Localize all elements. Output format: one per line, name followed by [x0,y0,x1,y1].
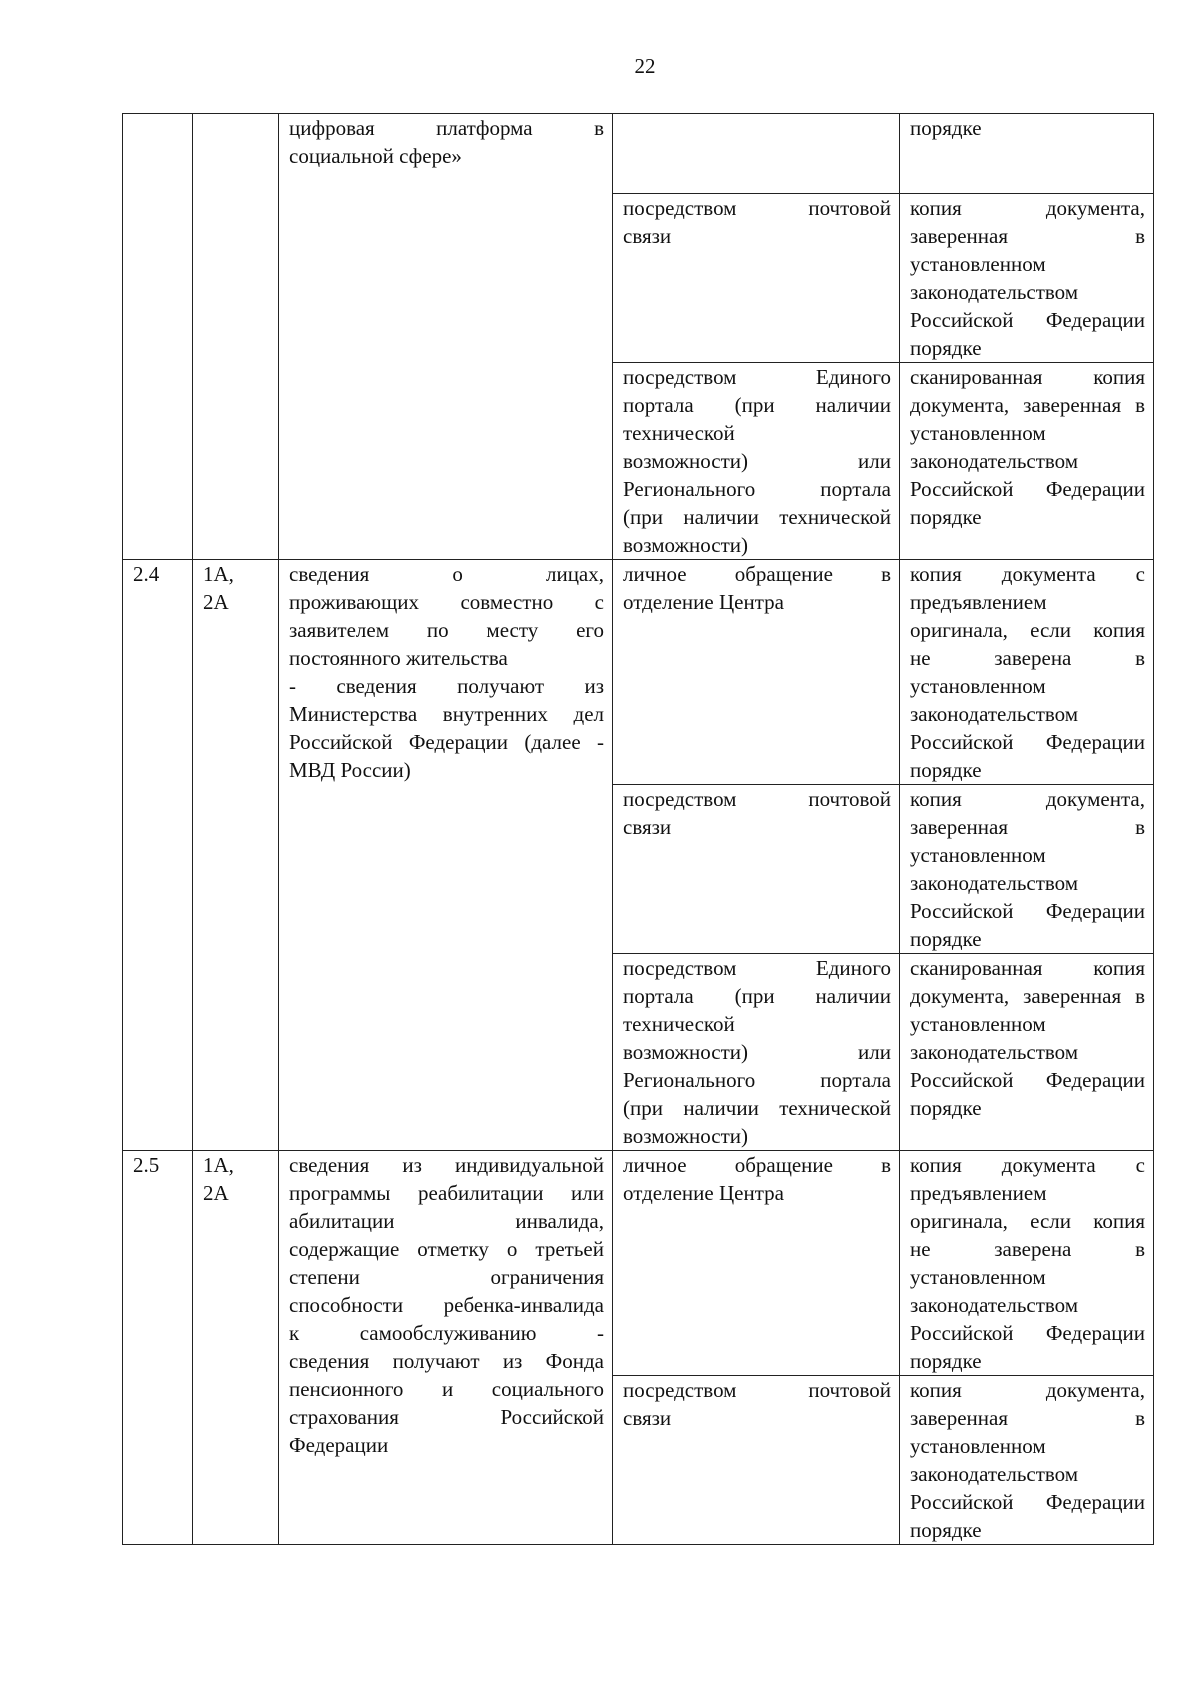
document-form-line: законодательством [910,280,1079,304]
submission-method-cell [613,1151,900,1376]
description-line: Министерства внутренних дел [289,702,604,726]
submission-method-cell [613,194,900,363]
description-line: Федерации [289,1433,389,1457]
document-form-line: Российской Федерации [910,308,1145,332]
document-form-line: установленном [910,674,1046,698]
document-form-line: законодательством [910,449,1079,473]
document-form-line: установленном [910,421,1046,445]
document-form-cell [900,785,1154,954]
document-form-cell [900,1376,1154,1545]
document-form-line: Российской Федерации [910,899,1145,923]
submission-method-line: возможности) или [623,1040,891,1064]
document-form-line: порядке [910,336,982,360]
description-line: программы реабилитации или [289,1181,604,1205]
applicant-category-cell [193,1151,279,1545]
document-form-line: Российской Федерации [910,1321,1145,1345]
document-form-line: копия документа, [910,196,1145,220]
description-line: абилитации инвалида, [289,1209,604,1233]
description-line: проживающих совместно с [289,590,604,614]
submission-method-line: Регионального портала [623,477,891,501]
document-form-line: законодательством [910,871,1079,895]
table-row [123,560,1154,785]
document-form-line: копия документа, [910,1378,1145,1402]
item-number: 2.5 [133,1153,160,1177]
submission-method-line: посредством Единого [623,956,891,980]
document-form-cell [900,560,1154,785]
submission-method-line: отделение Центра [623,1181,784,1205]
applicant-category: 1А, [203,562,234,586]
submission-method-cell [613,560,900,785]
description-line: пенсионного и социального [289,1377,604,1401]
description-line: Российской Федерации (далее - [289,730,604,754]
document-form-line: копия документа с [910,1153,1145,1177]
document-form-line: порядке [910,1518,982,1542]
document-form-line: не заверена в [910,1237,1145,1261]
submission-method-line: возможности) [623,533,749,557]
document-form-line: законодательством [910,1040,1079,1064]
document-form-cell [900,194,1154,363]
requirements-table [122,113,1154,1545]
submission-method-line: посредством Единого [623,365,891,389]
submission-method-line: портала (при наличии [623,393,891,417]
document-form-cell [900,1151,1154,1376]
document-description-cell [279,114,613,560]
submission-method-line: посредством почтовой [623,787,891,811]
document-form-line: законодательством [910,1462,1079,1486]
document-form-line: заверенная в [910,1406,1145,1430]
document-form-cell [900,363,1154,560]
description-line: страхования Российской [289,1405,604,1429]
submission-method-line: отделение Центра [623,590,784,614]
item-number-cell [123,560,193,1151]
submission-method-cell [613,954,900,1151]
submission-method-cell [613,1376,900,1545]
submission-method-line: портала (при наличии [623,984,891,1008]
document-form-line: копия документа с [910,562,1145,586]
description-line: сведения получают из Фонда [289,1349,604,1373]
document-form-line: установленном [910,1012,1046,1036]
applicant-category: 2А [203,590,229,614]
document-form-line: порядке [910,116,982,140]
document-form-line: Российской Федерации [910,477,1145,501]
document-form-line: законодательством [910,1293,1079,1317]
applicant-category: 1А, [203,1153,234,1177]
table-row [123,114,1154,194]
table-body [123,114,1154,1545]
description-line: социальной сфере» [289,144,462,168]
document-form-line: установленном [910,1434,1046,1458]
document-form-line: Российской Федерации [910,1068,1145,1092]
document-form-line: порядке [910,1349,982,1373]
description-line: - сведения получают из [289,674,604,698]
submission-method-line: посредством почтовой [623,1378,891,1402]
submission-method-line: (при наличии технической [623,1096,891,1120]
document-form-line: документа, заверенная в [910,393,1145,417]
submission-method-line: возможности) [623,1124,749,1148]
applicant-category: 2А [203,1181,229,1205]
document-form-line: сканированная копия [910,365,1145,389]
submission-method-line: связи [623,1406,672,1430]
document-form-line: Российской Федерации [910,730,1145,754]
document-form-line: оригинала, если копия [910,618,1145,642]
submission-method-line: личное обращение в [623,562,891,586]
document-form-line: заверенная в [910,815,1145,839]
document-form-cell [900,954,1154,1151]
item-number-cell [123,1151,193,1545]
document-form-line: порядке [910,1096,982,1120]
submission-method-line: (при наличии технической [623,505,891,529]
description-line: степени ограничения [289,1265,604,1289]
submission-method-cell [613,785,900,954]
document-form-line: установленном [910,252,1046,276]
description-line: к самообслуживанию - [289,1321,604,1345]
document-form-line: законодательством [910,702,1079,726]
submission-method-line: возможности) или [623,449,891,473]
document-form-line: заверенная в [910,224,1145,248]
submission-method-line: технической [623,421,735,445]
document-form-line: документа, заверенная в [910,984,1145,1008]
item-number: 2.4 [133,562,160,586]
item-number-cell [123,114,193,560]
submission-method-line: Регионального портала [623,1068,891,1092]
document-form-line: установленном [910,1265,1046,1289]
document-form-cell [900,114,1154,194]
document-form-line: порядке [910,927,982,951]
description-line: содержащие отметку о третьей [289,1237,604,1261]
description-line: заявителем по месту его [289,618,604,642]
document-description-cell [279,1151,613,1545]
table-row [123,1151,1154,1376]
document-form-line: оригинала, если копия [910,1209,1145,1233]
description-line: цифровая платформа в [289,116,604,140]
document-form-line: сканированная копия [910,956,1145,980]
document-form-line: установленном [910,843,1046,867]
document-form-line: копия документа, [910,787,1145,811]
description-line: постоянного жительства [289,646,508,670]
submission-method-line: технической [623,1012,735,1036]
document-form-line: порядке [910,758,982,782]
submission-method-line: связи [623,224,672,248]
document-form-line: предъявлением [910,1181,1047,1205]
submission-method-line: посредством почтовой [623,196,891,220]
page-number: 22 [634,54,656,78]
description-line: сведения о лицах, [289,562,604,586]
description-line: МВД России) [289,758,411,782]
description-line: сведения из индивидуальной [289,1153,604,1177]
document-form-line: не заверена в [910,646,1145,670]
submission-method-cell [613,114,900,194]
document-form-line: Российской Федерации [910,1490,1145,1514]
submission-method-line: связи [623,815,672,839]
submission-method-cell [613,363,900,560]
document-form-line: предъявлением [910,590,1047,614]
document-description-cell [279,560,613,1151]
applicant-category-cell [193,114,279,560]
document-form-line: порядке [910,505,982,529]
submission-method-line: личное обращение в [623,1153,891,1177]
description-line: способности ребенка-инвалида [289,1293,604,1317]
applicant-category-cell [193,560,279,1151]
